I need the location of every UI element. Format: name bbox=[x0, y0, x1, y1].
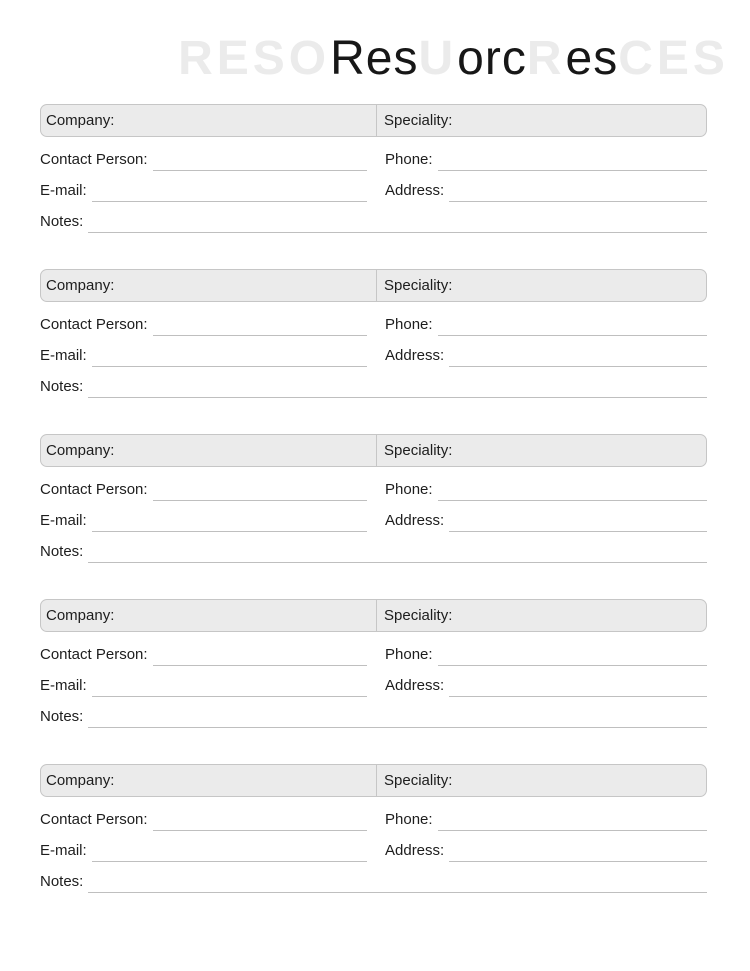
speciality-label: Speciality: bbox=[384, 606, 453, 624]
phone-field bbox=[385, 479, 707, 501]
email-input-line[interactable] bbox=[92, 349, 367, 367]
notes-label: Notes: bbox=[40, 213, 84, 230]
email-input-line[interactable] bbox=[92, 514, 367, 532]
speciality-field[interactable] bbox=[377, 270, 706, 301]
notes-input-line[interactable] bbox=[88, 710, 707, 728]
email-label: E-mail: bbox=[40, 842, 87, 859]
form-row bbox=[40, 314, 707, 336]
address-field bbox=[385, 675, 707, 697]
email-field bbox=[40, 675, 367, 697]
company-field[interactable] bbox=[41, 105, 377, 136]
notes-field bbox=[40, 211, 707, 233]
company-label: Company: bbox=[46, 606, 115, 624]
address-label: Address: bbox=[385, 182, 445, 199]
email-input-line[interactable] bbox=[92, 844, 367, 862]
resource-section-2 bbox=[40, 269, 707, 398]
form-row bbox=[40, 479, 707, 501]
resource-section-3 bbox=[40, 434, 707, 563]
section-header bbox=[40, 104, 707, 137]
section-header bbox=[40, 599, 707, 632]
address-field bbox=[385, 345, 707, 367]
company-field[interactable] bbox=[41, 600, 377, 631]
email-label: E-mail: bbox=[40, 512, 87, 529]
title-segment-light: RESO bbox=[178, 32, 331, 85]
contact-person-label: Contact Person: bbox=[40, 316, 148, 333]
notes-label: Notes: bbox=[40, 378, 84, 395]
email-label: E-mail: bbox=[40, 347, 87, 364]
company-label: Company: bbox=[46, 771, 115, 789]
address-field bbox=[385, 840, 707, 862]
form-row bbox=[40, 510, 707, 532]
contact-person-field bbox=[40, 809, 367, 831]
speciality-field[interactable] bbox=[377, 765, 706, 796]
notes-label: Notes: bbox=[40, 708, 84, 725]
speciality-label: Speciality: bbox=[384, 276, 453, 294]
email-field bbox=[40, 180, 367, 202]
speciality-label: Speciality: bbox=[384, 771, 453, 789]
section-body bbox=[40, 467, 707, 563]
address-label: Address: bbox=[385, 347, 445, 364]
title-segment-light: CES bbox=[618, 32, 729, 85]
contact-person-input-line[interactable] bbox=[153, 483, 367, 501]
title-segment-dark: es bbox=[565, 32, 619, 85]
title-segment-dark: orc bbox=[457, 32, 527, 85]
address-input-line[interactable] bbox=[449, 184, 707, 202]
contact-person-field bbox=[40, 314, 367, 336]
email-field bbox=[40, 510, 367, 532]
form-row bbox=[40, 644, 707, 666]
email-field bbox=[40, 345, 367, 367]
speciality-label: Speciality: bbox=[384, 441, 453, 459]
address-input-line[interactable] bbox=[449, 514, 707, 532]
notes-field bbox=[40, 376, 707, 398]
form-row bbox=[40, 149, 707, 171]
contact-person-field bbox=[40, 479, 367, 501]
email-label: E-mail: bbox=[40, 182, 87, 199]
resource-section-4 bbox=[40, 599, 707, 728]
resource-section-5 bbox=[40, 764, 707, 893]
company-label: Company: bbox=[46, 111, 115, 129]
contact-person-input-line[interactable] bbox=[153, 153, 367, 171]
page-title bbox=[120, 32, 750, 85]
company-field[interactable] bbox=[41, 435, 377, 466]
address-input-line[interactable] bbox=[449, 679, 707, 697]
contact-person-input-line[interactable] bbox=[153, 648, 367, 666]
contact-person-label: Contact Person: bbox=[40, 646, 148, 663]
phone-input-line[interactable] bbox=[438, 483, 707, 501]
notes-input-line[interactable] bbox=[88, 875, 707, 893]
speciality-field[interactable] bbox=[377, 105, 706, 136]
form-row bbox=[40, 180, 707, 202]
phone-label: Phone: bbox=[385, 316, 433, 333]
section-body bbox=[40, 302, 707, 398]
notes-input-line[interactable] bbox=[88, 215, 707, 233]
notes-field bbox=[40, 871, 707, 893]
form-row bbox=[40, 345, 707, 367]
resource-section-1 bbox=[40, 104, 707, 233]
title-segment-light: R bbox=[526, 32, 566, 85]
phone-field bbox=[385, 149, 707, 171]
form-row bbox=[40, 840, 707, 862]
title-segment-light: U bbox=[418, 32, 458, 85]
section-header bbox=[40, 434, 707, 467]
phone-field bbox=[385, 809, 707, 831]
company-field[interactable] bbox=[41, 765, 377, 796]
phone-input-line[interactable] bbox=[438, 648, 707, 666]
contact-person-input-line[interactable] bbox=[153, 318, 367, 336]
section-body bbox=[40, 137, 707, 233]
company-field[interactable] bbox=[41, 270, 377, 301]
speciality-field[interactable] bbox=[377, 600, 706, 631]
form-row bbox=[40, 871, 707, 893]
email-input-line[interactable] bbox=[92, 184, 367, 202]
notes-field bbox=[40, 706, 707, 728]
address-label: Address: bbox=[385, 512, 445, 529]
address-label: Address: bbox=[385, 677, 445, 694]
phone-label: Phone: bbox=[385, 481, 433, 498]
notes-field bbox=[40, 541, 707, 563]
form-row bbox=[40, 706, 707, 728]
contact-person-label: Contact Person: bbox=[40, 811, 148, 828]
phone-input-line[interactable] bbox=[438, 318, 707, 336]
address-input-line[interactable] bbox=[449, 844, 707, 862]
title-segment-dark: Res bbox=[330, 32, 419, 85]
phone-field bbox=[385, 644, 707, 666]
section-body bbox=[40, 797, 707, 893]
phone-label: Phone: bbox=[385, 151, 433, 168]
contact-person-label: Contact Person: bbox=[40, 151, 148, 168]
phone-label: Phone: bbox=[385, 811, 433, 828]
address-input-line[interactable] bbox=[449, 349, 707, 367]
speciality-label: Speciality: bbox=[384, 111, 453, 129]
notes-label: Notes: bbox=[40, 543, 84, 560]
email-input-line[interactable] bbox=[92, 679, 367, 697]
notes-input-line[interactable] bbox=[88, 545, 707, 563]
address-field bbox=[385, 180, 707, 202]
contact-person-input-line[interactable] bbox=[153, 813, 367, 831]
notes-input-line[interactable] bbox=[88, 380, 707, 398]
contact-person-label: Contact Person: bbox=[40, 481, 148, 498]
email-label: E-mail: bbox=[40, 677, 87, 694]
form-row bbox=[40, 675, 707, 697]
form-row bbox=[40, 211, 707, 233]
form-row bbox=[40, 541, 707, 563]
contact-person-field bbox=[40, 644, 367, 666]
phone-field bbox=[385, 314, 707, 336]
section-header bbox=[40, 764, 707, 797]
company-label: Company: bbox=[46, 276, 115, 294]
phone-input-line[interactable] bbox=[438, 153, 707, 171]
notes-label: Notes: bbox=[40, 873, 84, 890]
address-field bbox=[385, 510, 707, 532]
contact-person-field bbox=[40, 149, 367, 171]
section-header bbox=[40, 269, 707, 302]
speciality-field[interactable] bbox=[377, 435, 706, 466]
form-row bbox=[40, 376, 707, 398]
company-label: Company: bbox=[46, 441, 115, 459]
address-label: Address: bbox=[385, 842, 445, 859]
email-field bbox=[40, 840, 367, 862]
section-body bbox=[40, 632, 707, 728]
phone-label: Phone: bbox=[385, 646, 433, 663]
phone-input-line[interactable] bbox=[438, 813, 707, 831]
form-row bbox=[40, 809, 707, 831]
